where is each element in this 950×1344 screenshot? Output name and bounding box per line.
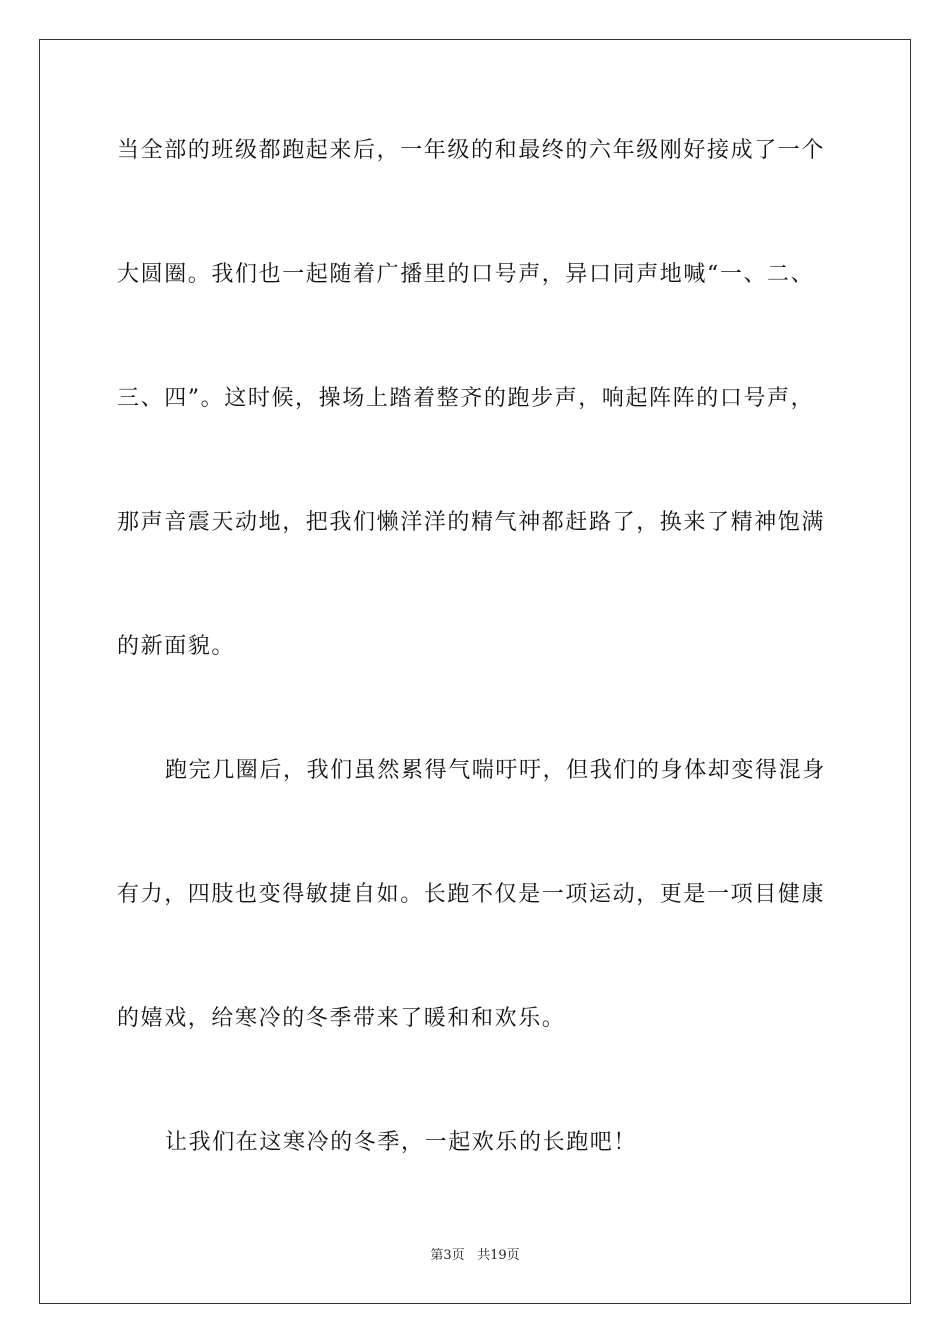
body-text-line: 让我们在这寒冷的冬季，一起欢乐的长跑吧！ <box>165 1130 638 1155</box>
body-text-line: 有力，四肢也变得敏捷自如。长跑不仅是一项运动，更是一项目健康 <box>117 882 826 907</box>
body-text-line: 大圆圈。我们也一起随着广播里的口号声，异口同声地喊“一、二、 <box>117 262 815 287</box>
page-border <box>39 39 911 1304</box>
body-text-line: 的嬉戏，给寒冷的冬季带来了暖和和欢乐。 <box>117 1006 566 1031</box>
body-text-line: 的新面貌。 <box>117 634 236 659</box>
body-text-line: 当全部的班级都跑起来后，一年级的和最终的六年级刚好接成了一个 <box>117 138 826 163</box>
body-text-line: 三、四”。这时候，操场上踏着整齐的跑步声，响起阵阵的口号声， <box>117 386 815 411</box>
page-number: 第3页 <box>430 1248 465 1263</box>
page-footer <box>0 1247 950 1265</box>
page-total: 共19页 <box>477 1248 520 1263</box>
body-text-line: 那声音震天动地，把我们懒洋洋的精气神都赶路了，换来了精神饱满 <box>117 510 826 535</box>
body-text-line: 跑完几圈后，我们虽然累得气喘吁吁，但我们的身体却变得混身 <box>165 758 826 783</box>
